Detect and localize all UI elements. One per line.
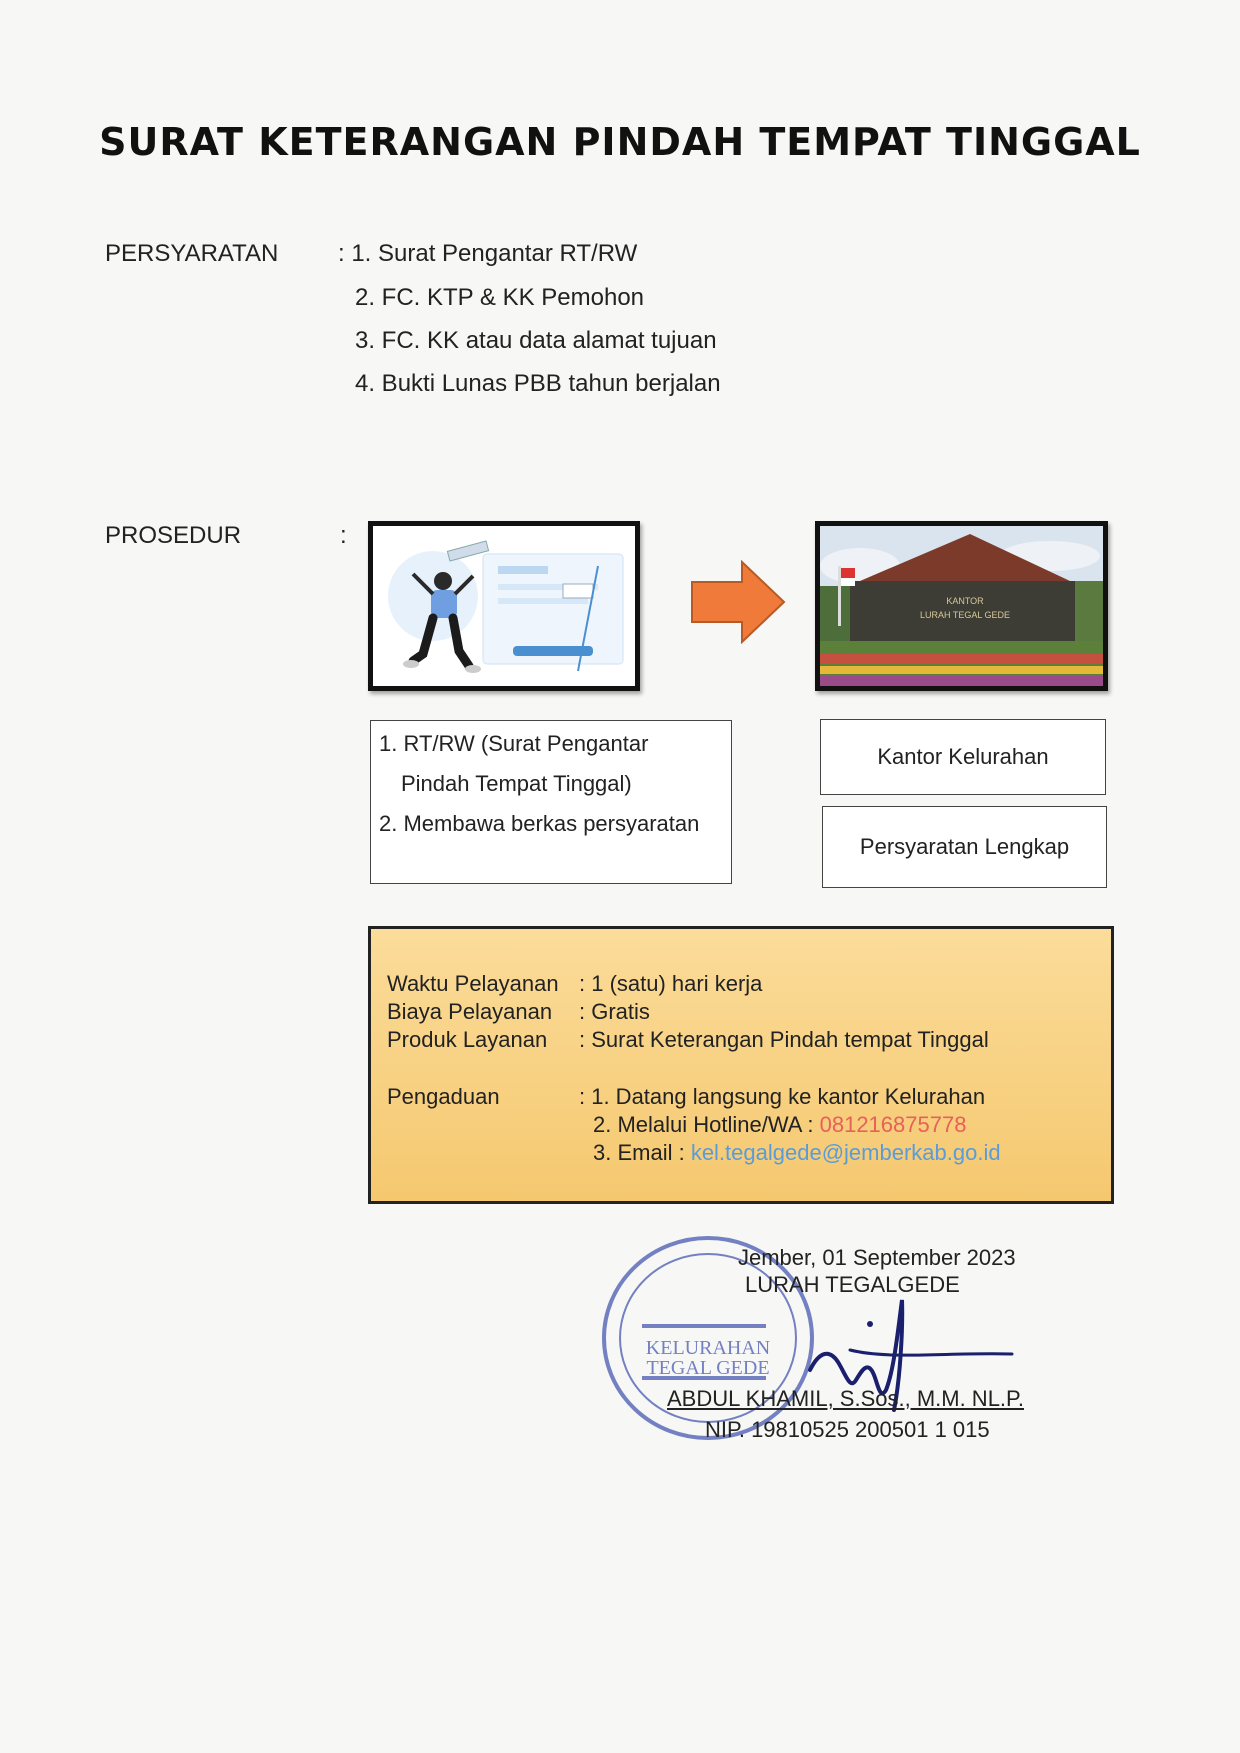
service-info-panel bbox=[368, 926, 1114, 1204]
signature-place-date: Jember, 01 September 2023 bbox=[738, 1245, 1016, 1270]
email-link[interactable]: kel.tegalgede@jemberkab.go.id bbox=[690, 1140, 1001, 1165]
pengaduan-item-3 bbox=[593, 1140, 1001, 1166]
prosedur-colon: : bbox=[340, 522, 347, 549]
office-sign-line1: KANTOR bbox=[946, 596, 984, 606]
step-line-1: 1. RT/RW (Surat Pengantar bbox=[379, 731, 649, 756]
kantor-kelurahan-box: Kantor Kelurahan bbox=[820, 719, 1106, 795]
office-sign-line2: LURAH TEGAL GEDE bbox=[919, 610, 1011, 620]
pengaduan-label: Pengaduan bbox=[387, 1084, 500, 1109]
persyaratan-lengkap-box: Persyaratan Lengkap bbox=[822, 806, 1107, 888]
produk-value: : Surat Keterangan Pindah tempat Tinggal bbox=[579, 1027, 989, 1052]
kelurahan-building-image bbox=[820, 526, 1103, 686]
request-illustration bbox=[368, 521, 640, 691]
person-paperwork-illustration bbox=[373, 526, 635, 686]
signature-position: LURAH TEGALGEDE bbox=[745, 1272, 960, 1297]
document-title: SURAT KETERANGAN PINDAH TEMPAT TINGGAL bbox=[99, 120, 1141, 164]
biaya-value: : Gratis bbox=[579, 999, 650, 1024]
stamp-line-2: TEGAL GEDE bbox=[646, 1357, 770, 1379]
stamp-line-1: KELURAHAN bbox=[645, 1337, 771, 1359]
requirement-item-3: 3. FC. KK atau data alamat tujuan bbox=[355, 327, 717, 354]
signatory-name: ABDUL KHAMIL, S.Sos., M.M. NL.P. bbox=[667, 1386, 1024, 1411]
procedure-steps-box bbox=[370, 720, 732, 884]
pengaduan-item-1: : 1. Datang langsung ke kantor Kelurahan bbox=[579, 1084, 986, 1109]
biaya-label: Biaya Pelayanan bbox=[387, 999, 553, 1024]
office-photo bbox=[815, 521, 1108, 691]
hotline-prefix: 2. Melalui Hotline/WA : bbox=[593, 1112, 820, 1137]
persyaratan-label: PERSYARATAN bbox=[105, 240, 279, 267]
arrow-right-icon bbox=[690, 560, 786, 644]
pengaduan-item-2 bbox=[593, 1112, 966, 1138]
signatory-nip: NIP. 19810525 200501 1 015 bbox=[705, 1417, 990, 1442]
email-prefix: 3. Email : bbox=[593, 1140, 691, 1165]
hotline-number[interactable]: 081216875778 bbox=[819, 1112, 967, 1137]
requirement-item-2: 2. FC. KTP & KK Pemohon bbox=[355, 284, 645, 311]
produk-label: Produk Layanan bbox=[387, 1027, 548, 1052]
waktu-value: : 1 (satu) hari kerja bbox=[579, 971, 763, 996]
waktu-label: Waktu Pelayanan bbox=[387, 971, 559, 996]
requirement-item-4: 4. Bukti Lunas PBB tahun berjalan bbox=[355, 370, 721, 397]
prosedur-label: PROSEDUR bbox=[105, 522, 242, 549]
step-line-2: Pindah Tempat Tinggal) bbox=[401, 771, 632, 796]
step-line-3: 2. Membawa berkas persyaratan bbox=[379, 811, 700, 836]
requirement-item-1: : 1. Surat Pengantar RT/RW bbox=[338, 240, 638, 267]
